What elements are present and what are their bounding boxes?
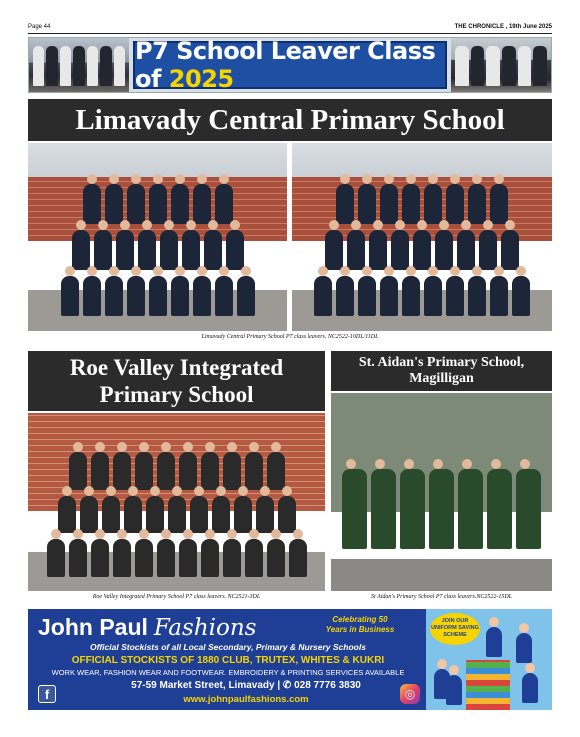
advert-brand [38, 614, 256, 641]
section-banner [28, 37, 552, 93]
banner-title: P7 School Leaver Class of 2025 [135, 37, 436, 93]
banner-title-box [133, 37, 447, 93]
photo-roe-valley-group [28, 413, 325, 591]
facebook-icon[interactable]: f [38, 685, 56, 703]
header-rule [28, 33, 552, 34]
cartoon-pupil-icon [486, 627, 502, 657]
page-header [28, 22, 552, 34]
instagram-icon[interactable]: ◎ [400, 684, 420, 704]
school-heading-roe-valley: Roe Valley Integrated Primary School [28, 351, 325, 411]
caption-st-aidans: St Aidan's Primary School P7 class leavers.NC2522-15DL [371, 594, 512, 600]
advert-celebrating: Celebrating 50 Years in Business [325, 615, 395, 634]
banner-photo-left [29, 38, 129, 92]
photo-limavady-group-1 [28, 143, 287, 331]
advertisement-john-paul-fashions [28, 609, 552, 710]
photo-st-aidans-group [331, 393, 552, 591]
advert-scheme-bubble: JOIN OUR UNIFORM SAVING SCHEME [430, 613, 480, 645]
advert-brand-name: John Paul [38, 614, 148, 640]
cartoon-pupil-icon [522, 673, 538, 703]
cartoon-pupil-icon [516, 633, 532, 663]
page-number: Page 44 [28, 24, 51, 30]
caption-limavady: Limavady Central Primary School P7 class leavers. NC2522-10DL/11DL [201, 334, 379, 340]
photo-limavady-group-2 [292, 143, 552, 331]
advert-address-phone: 57-59 Market Street, Limavady | ✆ 028 7776 3830 [131, 680, 361, 691]
cartoon-pupil-icon [446, 675, 462, 705]
school-heading-st-aidans: St. Aidan's Primary School, Magilligan [331, 351, 552, 391]
advert-services-line: WORK WEAR, FASHION WEAR AND FOOTWEAR. EMBROIDERY & PRINTING SERVICES AVAILABLE [51, 668, 405, 677]
banner-photo-right [451, 38, 551, 92]
advert-brands-line: OFFICIAL STOCKISTS OF 1880 CLUB, TRUTEX, WHITES & KUKRI [71, 655, 385, 666]
caption-roe-valley: Roe Valley Integrated Primary School P7 class leavers. NC2521-3DL [92, 594, 261, 600]
advert-website-link[interactable]: www.johnpaulfashions.com [183, 694, 309, 705]
advert-cartoon-panel [426, 609, 552, 710]
advert-brand-script: Fashions [153, 615, 257, 641]
advert-stockists-line: Official Stockists of all Local Secondary, Primary & Nursery Schools [90, 642, 366, 652]
books-stack-icon [466, 660, 510, 710]
banner-year: 2025 [168, 65, 234, 93]
publication-dateline: THE CHRONICLE , 19th June 2025 [454, 24, 552, 30]
school-heading-limavady: Limavady Central Primary School [28, 99, 552, 141]
